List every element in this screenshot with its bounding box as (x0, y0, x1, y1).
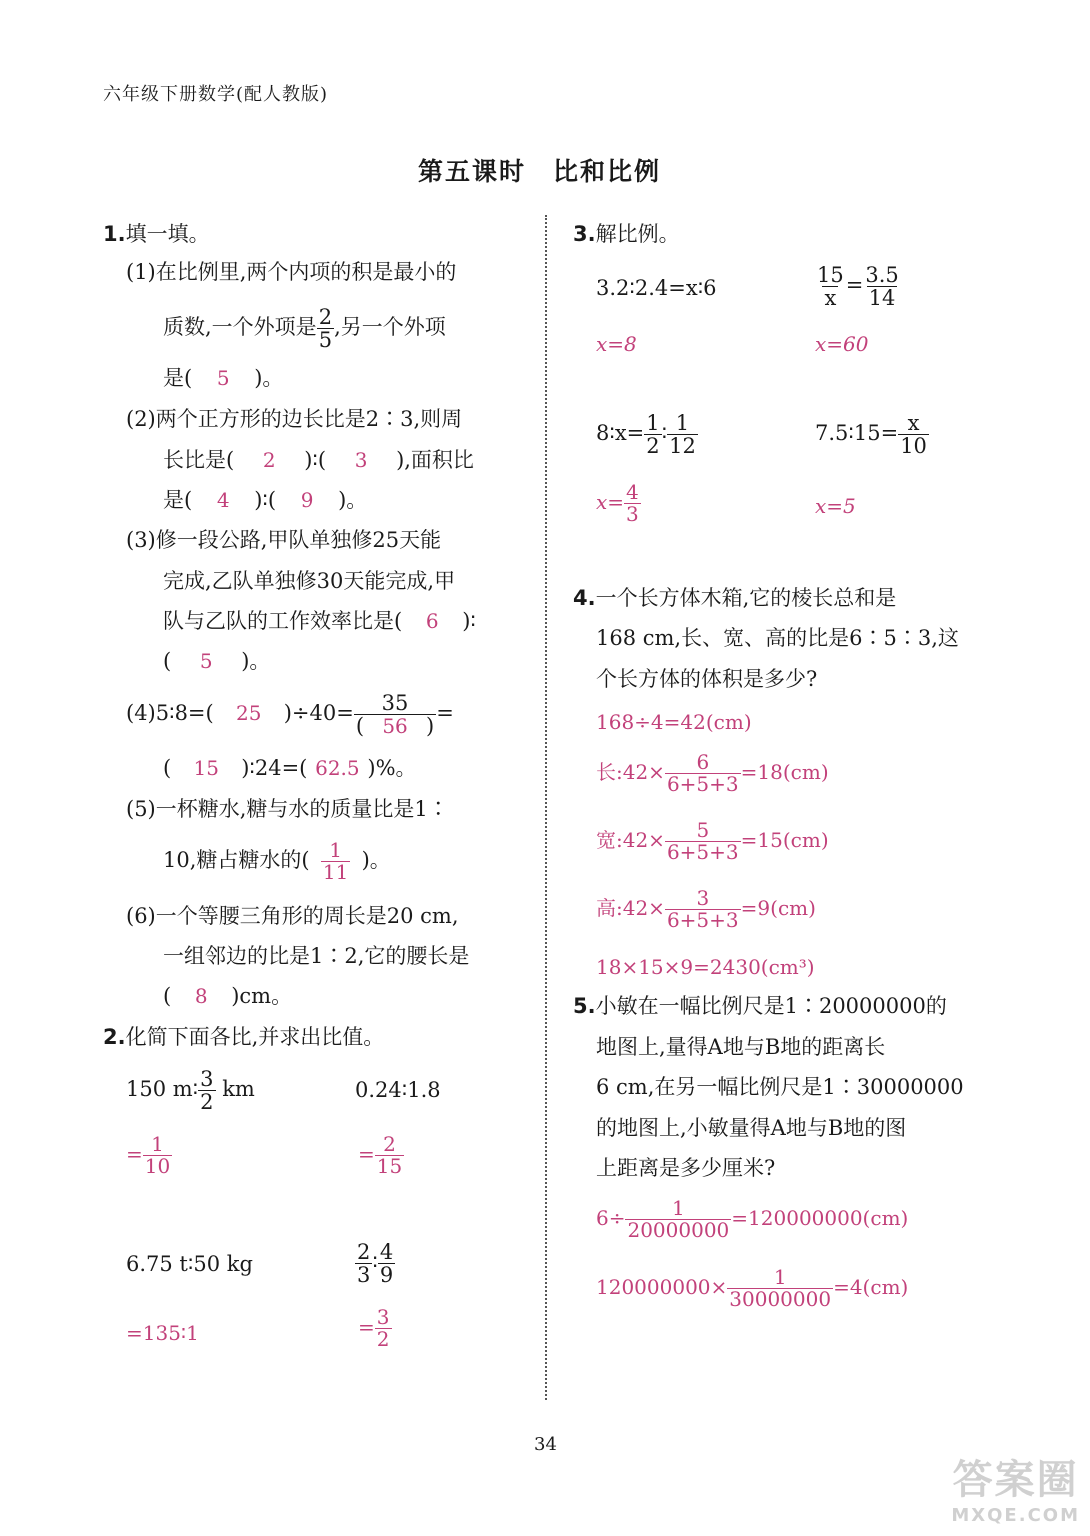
answer-blank: 5 (199, 649, 213, 673)
column-divider (545, 215, 547, 1400)
q4-answer-height: 高:42× $\frac{3}{6+5+3}$ =9(cm) (596, 886, 816, 932)
q3-d-answer: x=5 (815, 494, 856, 518)
q2-b-expression: 0.24∶1.8 (355, 1078, 441, 1102)
q1-s6-line2: 一组邻边的比是1∶2,它的腰长是 (163, 944, 470, 968)
answer-fraction: $\frac{2}{15}$ (376, 1132, 403, 1178)
answer-blank: 4 (216, 488, 230, 512)
q3-c-expression: 8∶x= $\frac{1}{2}$ ∶ $\frac{1}{12}$ (596, 411, 696, 459)
q4-line1: 4.一个长方体木箱,它的棱长总和是 (573, 586, 897, 610)
q2-b-answer: = $\frac{2}{15}$ (358, 1132, 403, 1178)
q1-s6-line1: (6)一个等腰三角形的周长是20 cm, (126, 904, 459, 928)
q5-line5: 上距离是多少厘米? (596, 1156, 776, 1180)
watermark-logo: 答案圈 MXQE.COM (951, 1457, 1080, 1526)
answer-fraction: $\frac{1}{10}$ (144, 1132, 171, 1178)
q1-s6-line3: ( 8 )cm。 (163, 984, 293, 1008)
q2-heading: 2.化简下面各比,并求出比值。 (103, 1025, 385, 1049)
q3-b-answer: x=60 (815, 332, 869, 356)
q5-answer-1: 6÷ $\frac{1}{20000000}$ =120000000(cm) (596, 1196, 909, 1242)
lesson-title: 第五课时 比和比例 (418, 157, 662, 186)
fraction: $\frac{x}{10}$ (900, 411, 927, 459)
fraction: $\frac{2}{3}$ (357, 1240, 371, 1288)
q4-answer-1: 168÷4=42(cm) (596, 710, 752, 734)
q3-d-expression: 7.5∶15= $\frac{x}{10}$ (815, 411, 927, 459)
answer-blank: 56 (382, 714, 408, 739)
q5-line1: 5.小敏在一幅比例尺是1∶20000000的 (573, 994, 947, 1018)
q1-s3-line2: 完成,乙队单独修30天能完成,甲 (163, 569, 456, 593)
fraction: $\frac{1}{12}$ (669, 411, 696, 459)
q1-s1-line3: 是( 5 )。 (163, 366, 284, 390)
q1-s3-line4: ( 5 )。 (163, 649, 271, 673)
q3-a-answer: x=8 (596, 332, 637, 356)
q4-answer-length: 长:42× $\frac{6}{6+5+3}$ =18(cm) (596, 750, 829, 796)
q1-heading: 1.填一填。 (103, 222, 210, 246)
answer-blank: 9 (300, 488, 314, 512)
q1-s4-line1: (4)5∶8=( 25 )÷40= $\frac{35}{( 56 )}$ = (126, 691, 454, 739)
q2-c-answer: =135∶1 (126, 1321, 199, 1345)
answer-blank: 3 (354, 448, 368, 472)
q1-s2-line3: 是( 4 )∶( 9 )。 (163, 488, 368, 512)
answer-fraction: $\frac{1}{20000000}$ (627, 1196, 730, 1242)
q4-line3: 个长方体的体积是多少? (596, 667, 818, 691)
q1-s5-line1: (5)一杯糖水,糖与水的质量比是1∶ (126, 797, 449, 821)
answer-fraction: $\frac{3}{2}$ (376, 1305, 390, 1351)
answer-blank: 25 (236, 701, 262, 726)
page-number: 34 (534, 1434, 557, 1455)
q3-b-expression: $\frac{15}{x}$ = $\frac{3.5}{14}$ (817, 263, 899, 311)
q3-heading: 3.解比例。 (573, 222, 680, 246)
q5-line3: 6 cm,在另一幅比例尺是1∶30000000 (596, 1075, 964, 1099)
q1-s2-line1: (2)两个正方形的边长比是2∶3,则周 (126, 407, 463, 431)
q1-s2-line2: 长比是( 2 )∶( 3 ),面积比 (163, 448, 474, 472)
q4-line2: 168 cm,长、宽、高的比是6∶5∶3,这 (596, 626, 959, 650)
answer-blank: 5 (216, 366, 230, 390)
answer-fraction: $\frac{5}{6+5+3}$ (666, 818, 739, 864)
q1-s3-line1: (3)修一段公路,甲队单独修25天能 (126, 528, 442, 552)
q5-answer-2: 120000000× $\frac{1}{30000000}$ =4(cm) (596, 1265, 909, 1311)
fraction: $\frac{3}{2}$ (200, 1067, 214, 1115)
q5-line2: 地图上,量得A地与B地的距离长 (596, 1035, 886, 1059)
q3-a-expression: 3.2∶2.4=x∶6 (596, 276, 717, 300)
q3-c-answer: x= $\frac{4}{3}$ (596, 480, 639, 526)
q2-a-answer: = $\frac{1}{10}$ (126, 1132, 171, 1178)
fraction: $\frac{15}{x}$ (817, 263, 844, 311)
q5-line4: 的地图上,小敏量得A地与B地的图 (596, 1116, 907, 1140)
fraction: $\frac{3.5}{14}$ (865, 263, 899, 311)
answer-fraction: $\frac{4}{3}$ (626, 480, 639, 526)
book-header: 六年级下册数学(配人教版) (103, 84, 329, 105)
fraction: $\frac{35}{( 56 )}$ (355, 691, 435, 739)
q2-c-expression: 6.75 t∶50 kg (126, 1252, 253, 1276)
answer-blank: 62.5 (315, 756, 360, 780)
q1-s5-line2: 10,糖占糖水的( $\frac{1}{11}$ )。 (163, 838, 391, 884)
q2-a-expression: 150 m∶ $\frac{3}{2}$ km (126, 1067, 255, 1115)
q2-d-expression: $\frac{2}{3}$ ∶ $\frac{4}{9}$ (357, 1240, 394, 1288)
answer-blank: 6 (425, 609, 439, 633)
answer-fraction: $\frac{6}{6+5+3}$ (666, 750, 739, 796)
q2-d-answer: = $\frac{3}{2}$ (358, 1305, 390, 1351)
fraction: $\frac{2}{5}$ (318, 305, 333, 353)
q1-s3-line3: 队与乙队的工作效率比是( 6 )∶ (163, 609, 476, 633)
q1-s1-line2: 质数,一个外项是 $\frac{2}{5}$ ,另一个外项 (163, 305, 446, 353)
fraction: $\frac{1}{2}$ (646, 411, 660, 459)
answer-blank: 8 (194, 984, 208, 1008)
q4-answer-volume: 18×15×9=2430(cm³) (596, 955, 815, 979)
q1-s1-line1: (1)在比例里,两个内项的积是最小的 (126, 260, 457, 284)
answer-fraction: $\frac{3}{6+5+3}$ (666, 886, 739, 932)
answer-blank: 15 (193, 756, 219, 780)
fraction: $\frac{4}{9}$ (379, 1240, 394, 1288)
answer-blank: 2 (262, 448, 276, 472)
q1-s4-line2: ( 15 )∶24=( 62.5 )%。 (163, 756, 417, 780)
answer-fraction: $\frac{1}{30000000}$ (729, 1265, 832, 1311)
q4-answer-width: 宽:42× $\frac{5}{6+5+3}$ =15(cm) (596, 818, 829, 864)
answer-fraction: $\frac{1}{11}$ (322, 838, 349, 884)
